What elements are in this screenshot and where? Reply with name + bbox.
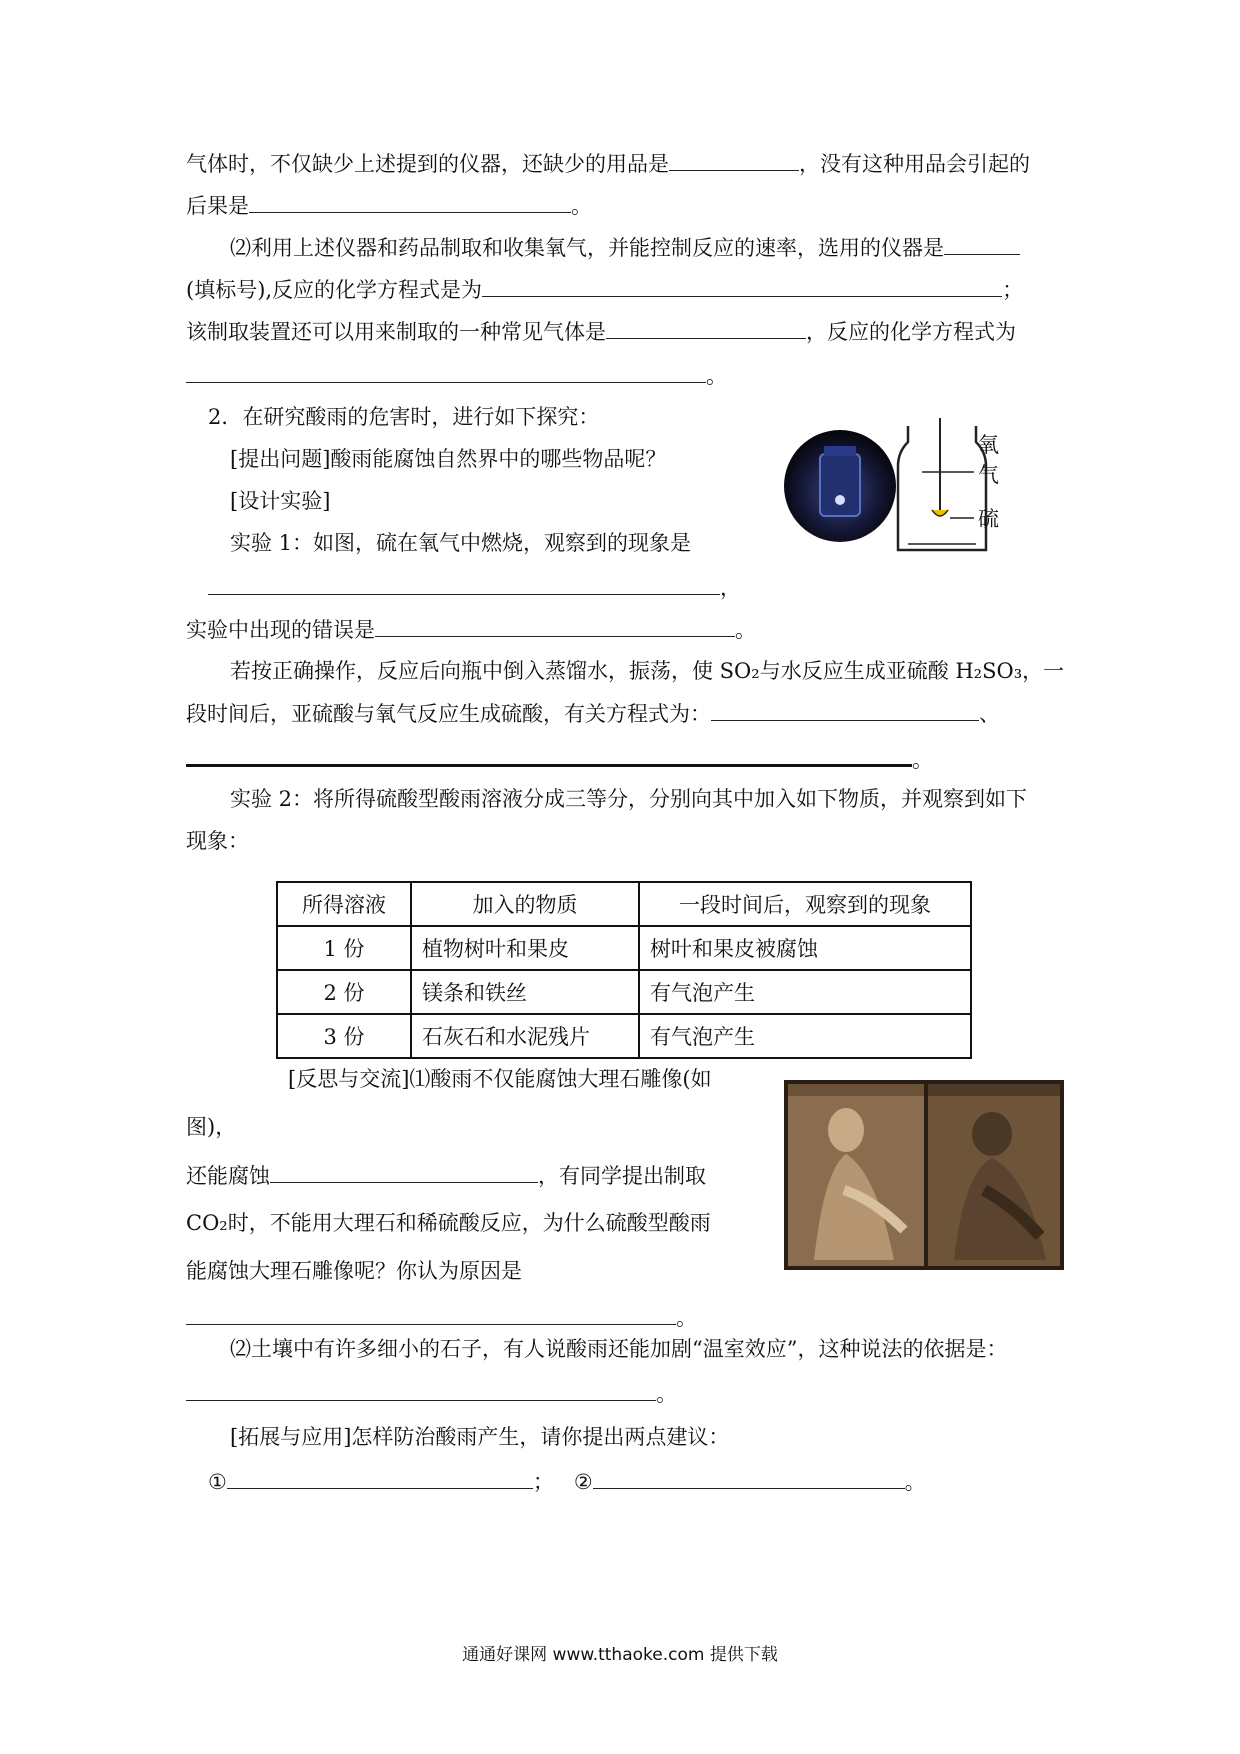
answer-blank[interactable] xyxy=(186,360,706,383)
text: ，反应的化学方程式为 xyxy=(806,320,1016,344)
table-cell: 2 份 xyxy=(277,970,411,1014)
text-line xyxy=(186,148,1030,179)
text-line: CO₂时，不能用大理石和稀硫酸反应，为什么硫酸型酸雨 xyxy=(186,1211,711,1235)
sulfur-combustion-figure xyxy=(782,418,1014,560)
oxygen-label-1: 氧 xyxy=(978,433,999,457)
table-header-row xyxy=(277,882,971,926)
experiment-1: 实验 1：如图，硫在氧气中燃烧，观察到的现象是 xyxy=(230,531,692,555)
answer-blank[interactable] xyxy=(593,1466,905,1489)
table-cell: 有气泡产生 xyxy=(639,970,971,1014)
table-cell: 植物树叶和果皮 xyxy=(411,926,639,970)
answer-blank[interactable] xyxy=(944,232,1020,255)
extension-heading: [拓展与应用]怎样防治酸雨产生，请你提出两点建议： xyxy=(230,1425,730,1449)
text: ，有同学提出制取 xyxy=(538,1164,706,1188)
text: 。 xyxy=(676,1306,697,1330)
answer-blank[interactable] xyxy=(186,742,912,767)
text: 。 xyxy=(706,364,727,388)
reflection-heading: [反思与交流]⑴酸雨不仅能腐蚀大理石雕像(如 xyxy=(288,1067,712,1091)
text-line xyxy=(186,742,933,775)
text: 该制取装置还可以用来制取的一种常见气体是 xyxy=(186,320,606,344)
text-line xyxy=(186,360,727,391)
page-footer: 通通好课网 www.tthaoke.com 提供下载 xyxy=(462,1645,778,1665)
text: 。 xyxy=(571,194,592,218)
text-line: ⑵土壤中有许多细小的石子，有人说酸雨还能加剧“温室效应”，这种说法的依据是： xyxy=(230,1337,1008,1361)
answer-blank[interactable] xyxy=(186,1378,656,1401)
answer-blank[interactable] xyxy=(606,316,806,339)
statue-photo xyxy=(784,1080,1064,1274)
text: 实验中出现的错误是 xyxy=(186,618,375,642)
text: 气体时，不仅缺少上述提到的仪器，还缺少的用品是 xyxy=(186,152,669,176)
table-cell: 3 份 xyxy=(277,1014,411,1058)
oxygen-label-2: 气 xyxy=(978,463,999,487)
text-line xyxy=(208,572,741,603)
text-line xyxy=(186,274,1023,305)
text-line xyxy=(186,1160,706,1191)
text-line xyxy=(186,1378,677,1409)
text-line: 若按正确操作，反应后向瓶中倒入蒸馏水，振荡，使 SO₂与水反应生成亚硫酸 H₂SO₃，一 xyxy=(230,659,1065,683)
text: 段时间后，亚硫酸与氧气反应生成硫酸，有关方程式为： xyxy=(186,702,711,726)
suggestion-1-marker: ① xyxy=(208,1470,227,1494)
raise-question: [提出问题]酸雨能腐蚀自然界中的哪些物品呢？ xyxy=(230,447,667,471)
text: (填标号),反应的化学方程式是为 xyxy=(186,278,483,302)
text: ， xyxy=(720,576,741,600)
table-row xyxy=(277,970,971,1014)
answer-blank[interactable] xyxy=(270,1160,538,1183)
marble-statue-image xyxy=(784,1080,1064,1270)
table-cell: 镁条和铁丝 xyxy=(411,970,639,1014)
text: 。 xyxy=(735,618,756,642)
table-header: 加入的物质 xyxy=(411,882,639,926)
text-line xyxy=(230,232,1020,263)
text: 还能腐蚀 xyxy=(186,1164,270,1188)
answer-blank[interactable] xyxy=(249,190,571,213)
text-line xyxy=(186,698,1000,729)
text-line xyxy=(186,614,756,645)
sulfur-label: 硫 xyxy=(978,507,999,531)
text: 。 xyxy=(912,748,933,772)
text-line xyxy=(208,1466,926,1497)
table-row xyxy=(277,1014,971,1058)
text: ⑵利用上述仪器和药品制取和收集氧气，并能控制反应的速率，选用的仪器是 xyxy=(230,236,944,260)
table-cell: 1 份 xyxy=(277,926,411,970)
experiment-2: 实验 2：将所得硫酸型酸雨溶液分成三等分，分别向其中加入如下物质，并观察到如下 xyxy=(230,787,1028,811)
text-line xyxy=(186,190,592,221)
text-line: 现象： xyxy=(186,829,249,853)
answer-blank[interactable] xyxy=(208,572,720,595)
answer-blank[interactable] xyxy=(711,698,979,721)
text: 。 xyxy=(656,1382,677,1406)
text: ； xyxy=(532,1470,554,1494)
answer-blank[interactable] xyxy=(669,148,799,171)
answer-blank[interactable] xyxy=(375,614,735,637)
text: ，没有这种用品会引起的 xyxy=(799,152,1030,176)
text: 、 xyxy=(979,702,1000,726)
text: ； xyxy=(1002,278,1024,302)
result-table xyxy=(276,881,972,1059)
answer-blank[interactable] xyxy=(227,1466,533,1489)
table-header: 所得溶液 xyxy=(277,882,411,926)
text: 后果是 xyxy=(186,194,249,218)
question-2: 2．在研究酸雨的危害时，进行如下探究： xyxy=(208,405,600,429)
table-header: 一段时间后，观察到的现象 xyxy=(639,882,971,926)
text-line: 能腐蚀大理石雕像呢？你认为原因是 xyxy=(186,1259,522,1283)
design-experiment: [设计实验] xyxy=(230,489,331,513)
table-row xyxy=(277,926,971,970)
suggestion-2-marker: ② xyxy=(573,1470,593,1494)
text-line xyxy=(186,1302,697,1333)
answer-blank[interactable] xyxy=(186,1302,676,1325)
text: 。 xyxy=(904,1470,926,1494)
answer-blank[interactable] xyxy=(482,274,1002,297)
table-cell: 树叶和果皮被腐蚀 xyxy=(639,926,971,970)
table-cell: 石灰石和水泥残片 xyxy=(411,1014,639,1058)
table-cell: 有气泡产生 xyxy=(639,1014,971,1058)
text-line xyxy=(186,316,1016,347)
text-line: 图)， xyxy=(186,1115,237,1139)
